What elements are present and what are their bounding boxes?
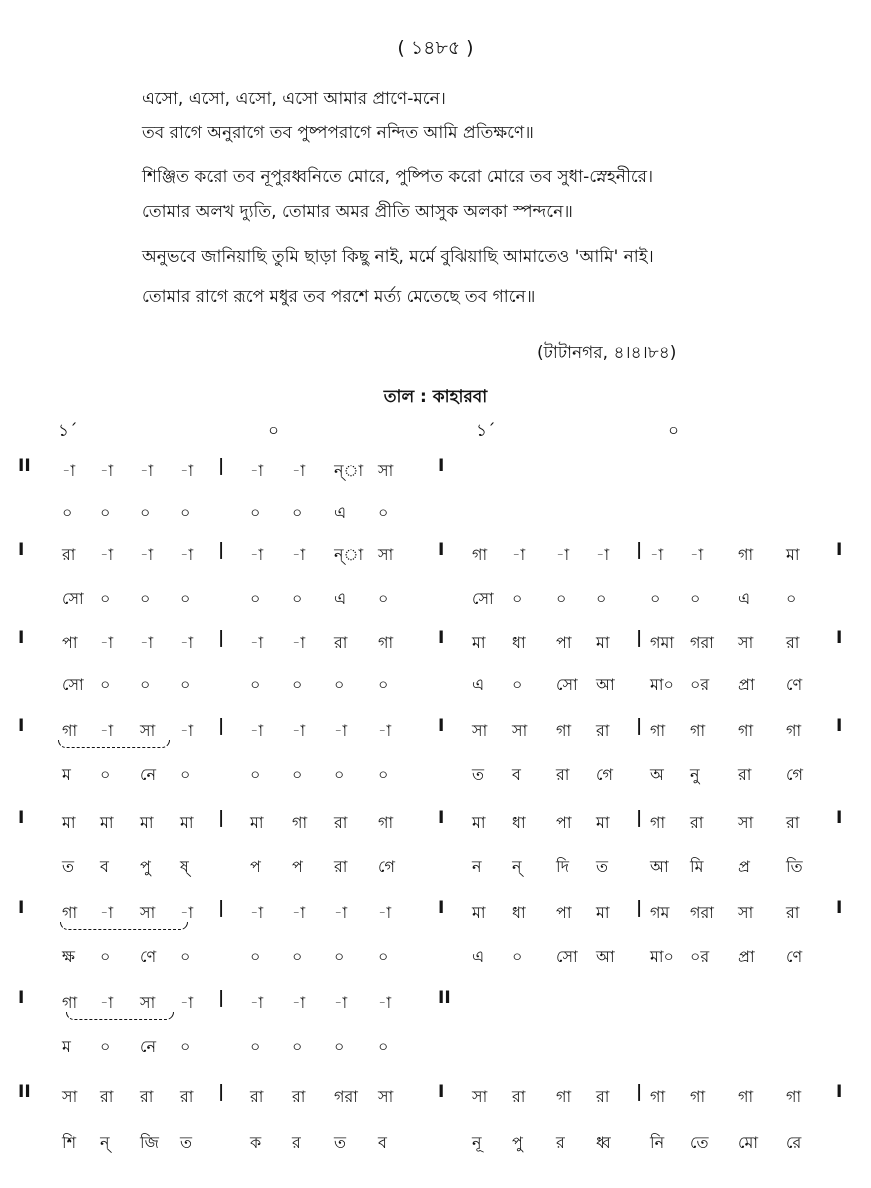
syllable-cell: প — [250, 857, 261, 876]
bar-line: | — [218, 456, 225, 476]
lyric-line: অনুভবে জানিয়াছি তুমি ছাড়া কিছু নাই, মর্মে বুঝিয়াছি আমাতেও 'আমি' নাই। — [142, 247, 654, 267]
lyric-line: তব রাগে অনুরাগে তব পুষ্পপরাগে নন্দিত আমি প্রতিক্ষণে॥ — [142, 123, 534, 143]
tala-heading: তাল : কাহারবা — [383, 387, 488, 407]
bar-line: | — [218, 988, 225, 1008]
swara-cell: রা — [786, 903, 800, 922]
syllable-cell: আ — [650, 857, 669, 876]
syllable-cell: ০ — [512, 675, 523, 694]
bar-line: I — [18, 988, 25, 1008]
syllable-cell: ক্ষ — [62, 947, 75, 966]
swara-cell: গা — [472, 545, 488, 564]
bar-line: II — [18, 456, 31, 476]
syllable-cell: ০ — [100, 947, 111, 966]
swara-cell: গা — [690, 1087, 706, 1106]
syllable-cell: ত — [472, 765, 485, 784]
syllable-cell: পু — [140, 857, 151, 876]
syllable-cell: তি — [786, 857, 803, 876]
syllable-cell: গে — [786, 765, 803, 784]
syllable-cell: ০ — [292, 947, 303, 966]
swara-cell: -া — [334, 721, 348, 740]
syllable-cell: গে — [378, 857, 395, 876]
swara-cell: সা — [738, 633, 754, 652]
swara-cell: সা — [378, 1087, 394, 1106]
syllable-cell: মা০ — [650, 675, 674, 694]
lyric-line: তোমার রাগে রূপে মধুর তব পরশে মর্ত্য মেতেছে তব গানে॥ — [142, 287, 536, 307]
swara-cell: সা — [140, 721, 156, 740]
swara-cell: মা — [596, 633, 610, 652]
swara-cell: সা — [378, 545, 394, 564]
bar-line: | — [218, 628, 225, 648]
swara-cell: রা — [334, 813, 348, 832]
swara-cell: সা — [140, 903, 156, 922]
syllable-cell: ০ — [596, 589, 607, 608]
swara-cell: -া — [690, 545, 704, 564]
syllable-cell: ০ — [250, 503, 261, 522]
swara-cell: -া — [334, 993, 348, 1012]
syllable-cell: ০ — [292, 503, 303, 522]
swara-cell: -া — [250, 903, 264, 922]
swara-cell: -া — [292, 545, 306, 564]
syllable-cell: এ — [334, 589, 347, 608]
syllable-cell: ষ্ — [180, 857, 189, 876]
swara-cell: পা — [556, 633, 572, 652]
swara-cell: গা — [738, 545, 754, 564]
swara-cell: গা — [62, 721, 78, 740]
syllable-cell: ০ — [292, 589, 303, 608]
swara-cell: গা — [556, 721, 572, 740]
swara-cell: পা — [556, 903, 572, 922]
syllable-cell: ০ — [180, 675, 191, 694]
syllable-cell: নু — [690, 765, 700, 784]
swara-cell: গা — [738, 721, 754, 740]
syllable-cell: শি — [62, 1133, 77, 1152]
swara-cell: -া — [292, 461, 306, 480]
bar-line: I — [836, 898, 843, 918]
syllable-cell: ০ — [292, 675, 303, 694]
syllable-cell: পু — [512, 1133, 523, 1152]
syllable-cell: রে — [786, 1133, 802, 1152]
syllable-cell: ম — [62, 1037, 71, 1056]
syllable-cell: ০ — [100, 589, 111, 608]
syllable-cell: সো — [472, 589, 494, 608]
syllable-cell: নি — [650, 1133, 665, 1152]
swara-cell: -া — [250, 633, 264, 652]
syllable-cell: নে — [140, 1037, 157, 1056]
lyric-line: তোমার অলখ দ্যুতি, তোমার অমর প্রীতি আসুক অলকা স্পন্দনে॥ — [142, 202, 573, 222]
swara-cell: ধা — [512, 633, 526, 652]
bar-line: | — [218, 898, 225, 918]
swara-cell: গা — [690, 721, 706, 740]
swara-cell: -া — [292, 903, 306, 922]
swara-cell: রা — [250, 1087, 264, 1106]
swara-cell: রা — [62, 545, 76, 564]
swara-cell: সা — [738, 813, 754, 832]
syllable-cell: ০ — [378, 675, 389, 694]
syllable-cell: ০ — [690, 589, 701, 608]
swara-cell: সা — [140, 993, 156, 1012]
swara-cell: রা — [100, 1087, 114, 1106]
syllable-cell: ন্ — [512, 857, 522, 876]
syllable-cell: সো — [62, 675, 84, 694]
meend-slur — [60, 922, 188, 930]
swara-cell: -া — [292, 721, 306, 740]
syllable-cell: ধ্ব — [596, 1133, 611, 1152]
swara-cell: -া — [556, 545, 570, 564]
swara-cell: গা — [292, 813, 308, 832]
bar-line: I — [836, 628, 843, 648]
syllable-cell: ০ — [512, 589, 523, 608]
syllable-cell: ০র — [690, 675, 710, 694]
syllable-cell: রা — [738, 765, 752, 784]
bar-line: | — [636, 628, 643, 648]
swara-cell: -া — [378, 903, 392, 922]
syllable-cell: ০ — [250, 765, 261, 784]
syllable-cell: ০ — [180, 503, 191, 522]
bar-line: | — [636, 540, 643, 560]
syllable-cell: ০ — [100, 765, 111, 784]
syllable-cell: ০ — [140, 589, 151, 608]
syllable-cell: ০ — [650, 589, 661, 608]
syllable-cell: এ — [738, 589, 751, 608]
swara-cell: মা — [140, 813, 154, 832]
swara-cell: সা — [62, 1087, 78, 1106]
syllable-cell: নূ — [472, 1133, 482, 1152]
swara-cell: -া — [334, 903, 348, 922]
bar-line: I — [438, 540, 445, 560]
swara-cell: -া — [100, 633, 114, 652]
syllable-cell: ০ — [292, 1037, 303, 1056]
syllable-cell: ০ — [62, 503, 73, 522]
bar-line: I — [18, 628, 25, 648]
bar-line: I — [438, 628, 445, 648]
syllable-cell: ০ — [100, 675, 111, 694]
bar-line: I — [18, 540, 25, 560]
syllable-cell: ০ — [250, 1037, 261, 1056]
swara-cell: -া — [180, 993, 194, 1012]
swara-cell: -া — [140, 461, 154, 480]
syllable-cell: ০ — [378, 947, 389, 966]
syllable-cell: ০ — [180, 589, 191, 608]
swara-cell: গা — [650, 721, 666, 740]
swara-cell: রা — [140, 1087, 154, 1106]
swara-cell: মা — [250, 813, 264, 832]
swara-cell: রা — [180, 1087, 194, 1106]
syllable-cell: ক — [250, 1133, 262, 1152]
swara-cell: রা — [596, 1087, 610, 1106]
swara-cell: গরা — [334, 1087, 358, 1106]
swara-cell: রা — [334, 633, 348, 652]
swara-cell: -া — [100, 721, 114, 740]
syllable-cell: দি — [556, 857, 569, 876]
syllable-cell: র — [556, 1133, 565, 1152]
syllable-cell: সো — [556, 947, 578, 966]
syllable-cell: জি — [140, 1133, 159, 1152]
syllable-cell: ০ — [334, 1037, 345, 1056]
syllable-cell: ণে — [786, 675, 803, 694]
bar-line: | — [218, 716, 225, 736]
swara-cell: গা — [62, 993, 78, 1012]
syllable-cell: ন — [472, 857, 482, 876]
swara-cell: মা — [472, 633, 486, 652]
swara-cell: সা — [472, 1087, 488, 1106]
syllable-cell: ০ — [512, 947, 523, 966]
syllable-cell: র — [292, 1133, 301, 1152]
syllable-cell: ০ — [100, 1037, 111, 1056]
syllable-cell: ০ — [140, 675, 151, 694]
syllable-cell: প — [292, 857, 303, 876]
swara-cell: রা — [786, 813, 800, 832]
swara-cell: গা — [650, 813, 666, 832]
bar-line: I — [836, 808, 843, 828]
lyric-line: শিঞ্জিত করো তব নূপুরধ্বনিতে মোরে, পুষ্পিত করো মোরে তব সুধা-স্নেহনীরে। — [142, 167, 654, 187]
syllable-cell: ০র — [690, 947, 710, 966]
swara-cell: -া — [140, 633, 154, 652]
meend-slur — [66, 1012, 174, 1020]
swara-cell: -া — [100, 461, 114, 480]
swara-cell: ন্া — [334, 461, 364, 480]
swara-cell: -া — [180, 461, 194, 480]
syllable-cell: ০ — [250, 947, 261, 966]
bar-line: I — [18, 716, 25, 736]
swara-cell: মা — [786, 545, 800, 564]
syllable-cell: ব — [378, 1133, 387, 1152]
bar-line: I — [438, 1082, 445, 1102]
swara-cell: -া — [378, 993, 392, 1012]
place-date: (টাটানগর, ৪।৪।৮৪) — [537, 343, 677, 363]
syllable-cell: এ — [334, 503, 347, 522]
swara-cell: মা — [180, 813, 194, 832]
swara-cell: রা — [596, 721, 610, 740]
bar-line: I — [438, 808, 445, 828]
swara-cell: গা — [786, 1087, 802, 1106]
syllable-cell: ব — [100, 857, 109, 876]
bar-line: | — [218, 1082, 225, 1102]
syllable-cell: ০ — [334, 765, 345, 784]
bar-line: I — [438, 898, 445, 918]
swara-cell: ন্া — [334, 545, 364, 564]
syllable-cell: ম — [62, 765, 71, 784]
syllable-cell: ০ — [378, 765, 389, 784]
bar-line: II — [18, 1082, 31, 1102]
swara-cell: রা — [690, 813, 704, 832]
beat-mark: ১´ — [58, 421, 78, 441]
syllable-cell: আ — [596, 675, 615, 694]
swara-cell: -া — [140, 545, 154, 564]
syllable-cell: নে — [140, 765, 157, 784]
swara-cell: গা — [62, 903, 78, 922]
swara-cell: রা — [512, 1087, 526, 1106]
syllable-cell: ০ — [140, 503, 151, 522]
syllable-cell: ০ — [334, 675, 345, 694]
swara-cell: সা — [472, 721, 488, 740]
swara-cell: গমা — [650, 633, 675, 652]
swara-cell: গা — [738, 1087, 754, 1106]
syllable-cell: মি — [690, 857, 704, 876]
syllable-cell: তে — [690, 1133, 709, 1152]
syllable-cell: ত — [596, 857, 609, 876]
bar-line: I — [836, 540, 843, 560]
swara-cell: -া — [596, 545, 610, 564]
swara-cell: গা — [650, 1087, 666, 1106]
syllable-cell: ০ — [292, 765, 303, 784]
bar-line: I — [18, 898, 25, 918]
swara-cell: মা — [472, 813, 486, 832]
syllable-cell: রা — [334, 857, 348, 876]
syllable-cell: প্রা — [738, 947, 755, 966]
syllable-cell: ০ — [556, 589, 567, 608]
beat-mark: ০ — [268, 421, 280, 441]
beat-mark: ০ — [668, 421, 680, 441]
syllable-cell: ০ — [250, 589, 261, 608]
syllable-cell: ০ — [786, 589, 797, 608]
swara-cell: গরা — [690, 633, 714, 652]
meend-slur — [58, 740, 170, 748]
syllable-cell: ত — [180, 1133, 193, 1152]
swara-cell: -া — [180, 633, 194, 652]
beat-mark: ১´ — [476, 421, 496, 441]
bar-line: II — [438, 988, 451, 1008]
syllable-cell: ০ — [180, 947, 191, 966]
swara-cell: সা — [378, 461, 394, 480]
swara-cell: -া — [512, 545, 526, 564]
swara-cell: -া — [180, 903, 194, 922]
swara-cell: -া — [250, 545, 264, 564]
bar-line: | — [218, 808, 225, 828]
swara-cell: সা — [512, 721, 528, 740]
swara-cell: -া — [250, 993, 264, 1012]
syllable-cell: ০ — [378, 589, 389, 608]
lyric-line: এসো, এসো, এসো, এসো আমার প্রাণে-মনে। — [142, 89, 446, 109]
syllable-cell: ন্ — [100, 1133, 110, 1152]
swara-cell: গা — [786, 721, 802, 740]
syllable-cell: ০ — [100, 503, 111, 522]
syllable-cell: ণে — [140, 947, 157, 966]
syllable-cell: প্রা — [738, 675, 755, 694]
bar-line: I — [438, 716, 445, 736]
swara-cell: -া — [650, 545, 664, 564]
swara-cell: মা — [62, 813, 76, 832]
syllable-cell: ০ — [180, 765, 191, 784]
syllable-cell: এ — [472, 675, 485, 694]
syllable-cell: সো — [62, 589, 84, 608]
syllable-cell: সো — [556, 675, 578, 694]
syllable-cell: মো — [738, 1133, 759, 1152]
syllable-cell: রা — [556, 765, 570, 784]
swara-cell: রা — [292, 1087, 306, 1106]
syllable-cell: ০ — [378, 1037, 389, 1056]
swara-cell: ধা — [512, 903, 526, 922]
bar-line: | — [218, 540, 225, 560]
bar-line: I — [438, 456, 445, 476]
swara-cell: গা — [378, 633, 394, 652]
bar-line: I — [836, 716, 843, 736]
swara-cell: -া — [250, 461, 264, 480]
swara-cell: -া — [378, 721, 392, 740]
swara-cell: -া — [100, 993, 114, 1012]
syllable-cell: প্র — [738, 857, 750, 876]
swara-cell: মা — [596, 903, 610, 922]
swara-cell: -া — [100, 903, 114, 922]
swara-cell: -া — [100, 545, 114, 564]
swara-cell: রা — [786, 633, 800, 652]
swara-cell: সা — [738, 903, 754, 922]
swara-cell: মা — [472, 903, 486, 922]
swara-cell: -া — [62, 461, 76, 480]
syllable-cell: ০ — [250, 675, 261, 694]
swara-cell: পা — [62, 633, 78, 652]
syllable-cell: আ — [596, 947, 615, 966]
swara-cell: -া — [292, 633, 306, 652]
swara-cell: গরা — [690, 903, 714, 922]
syllable-cell: ০ — [180, 1037, 191, 1056]
bar-line: | — [636, 716, 643, 736]
swara-cell: পা — [556, 813, 572, 832]
syllable-cell: ত — [334, 1133, 347, 1152]
syllable-cell: এ — [472, 947, 485, 966]
swara-cell: ধা — [512, 813, 526, 832]
syllable-cell: ব — [512, 765, 521, 784]
swara-cell: মা — [100, 813, 114, 832]
swara-cell: -া — [292, 993, 306, 1012]
swara-cell: মা — [596, 813, 610, 832]
page-number: ( ১৪৮৫ ) — [397, 37, 474, 59]
swara-cell: গম — [650, 903, 670, 922]
syllable-cell: ০ — [334, 947, 345, 966]
swara-cell: গা — [378, 813, 394, 832]
syllable-cell: মা০ — [650, 947, 674, 966]
syllable-cell: অ — [650, 765, 664, 784]
syllable-cell: ০ — [378, 503, 389, 522]
syllable-cell: ণে — [786, 947, 803, 966]
bar-line: | — [636, 808, 643, 828]
swara-cell: -া — [180, 721, 194, 740]
syllable-cell: ত — [62, 857, 75, 876]
bar-line: I — [836, 1082, 843, 1102]
bar-line: I — [18, 808, 25, 828]
swara-cell: গা — [556, 1087, 572, 1106]
syllable-cell: গে — [596, 765, 613, 784]
bar-line: | — [636, 1082, 643, 1102]
swara-cell: -া — [250, 721, 264, 740]
bar-line: | — [636, 898, 643, 918]
swara-cell: -া — [180, 545, 194, 564]
